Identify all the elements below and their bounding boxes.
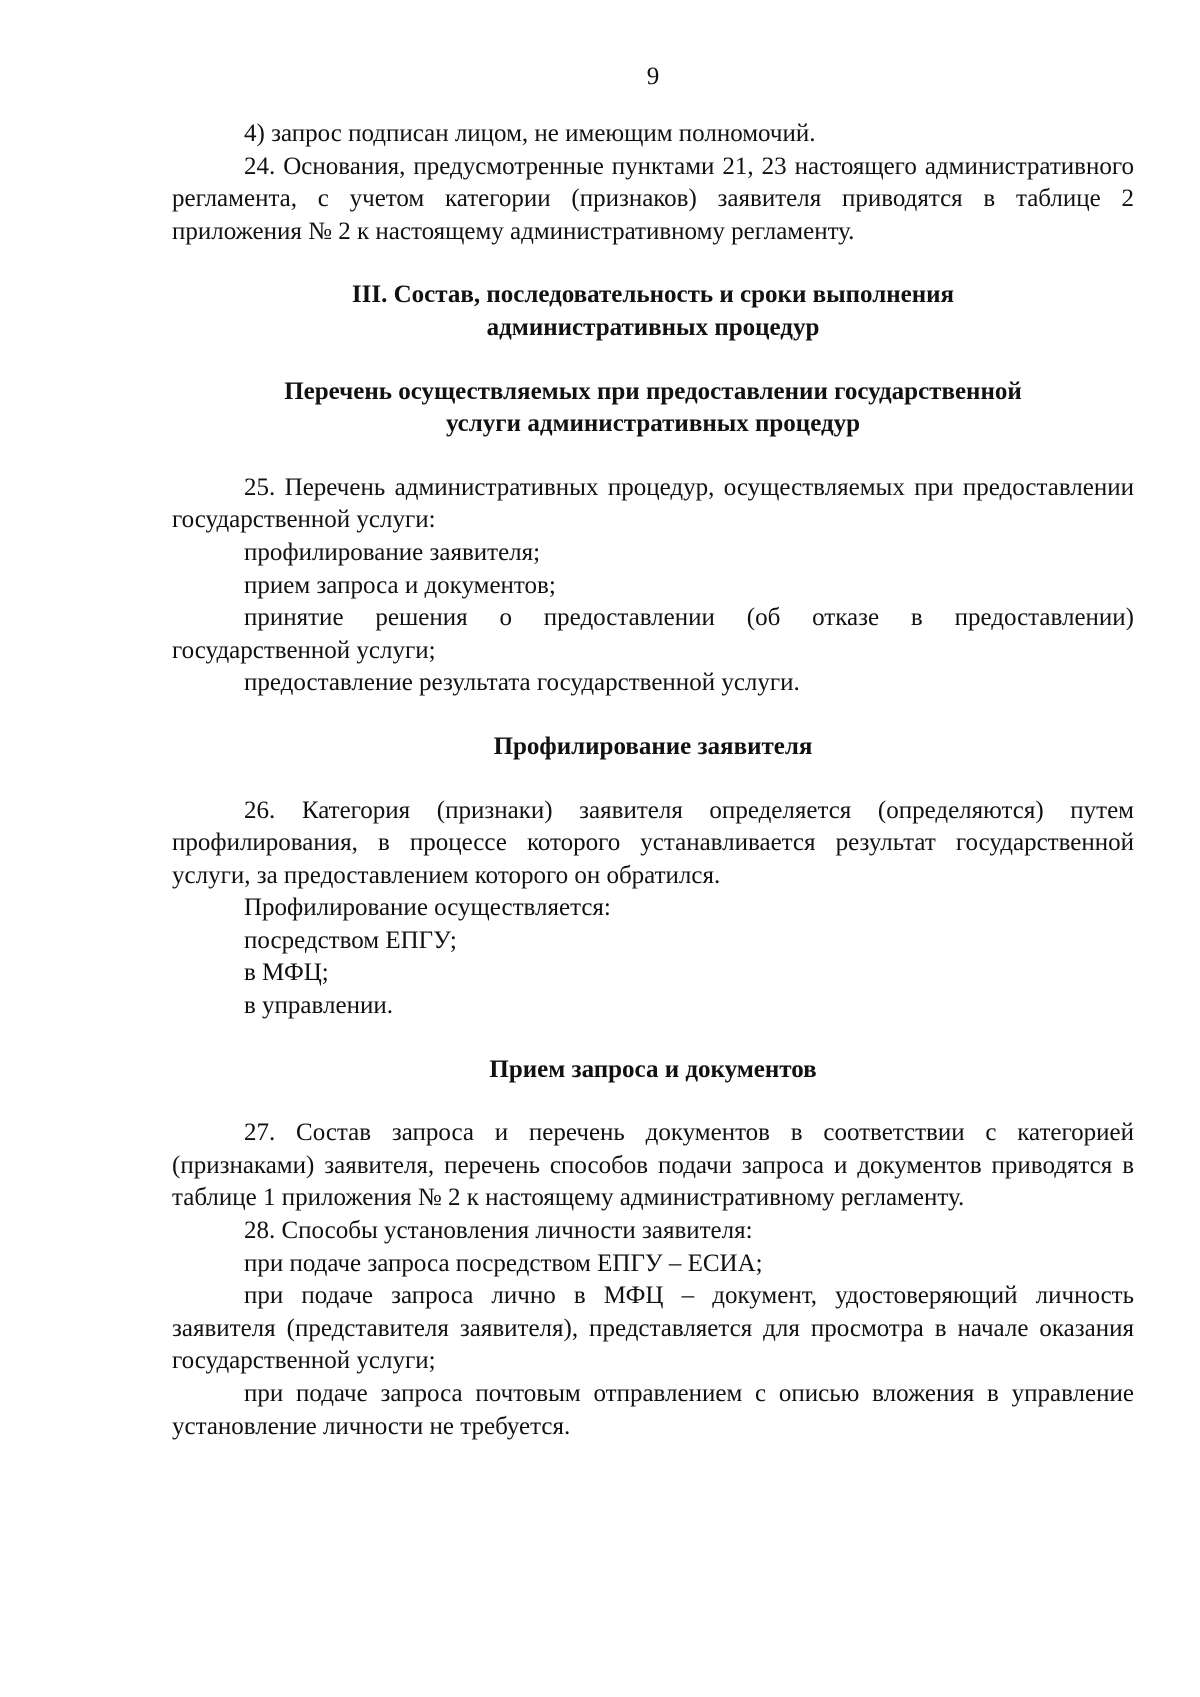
list-item: при подаче запроса лично в МФЦ – документ, удостоверяющий личность заявителя (представителя заявителя), представляется для просмотра в начале оказания государственной услуги;	[172, 1282, 1134, 1375]
heading-line: III. Состав, последовательность и сроки выполнения	[351, 281, 955, 309]
heading-line: услуги административных процедур	[445, 410, 861, 438]
subsection-heading-profiling	[172, 731, 1134, 764]
subsection-heading-procedures-list	[172, 376, 1134, 441]
subsection-heading-request-reception	[172, 1054, 1134, 1087]
list-item: предоставление результата государственной услуги.	[244, 669, 800, 697]
list-item: в управлении.	[244, 992, 393, 1020]
list-item: в МФЦ;	[244, 959, 329, 987]
list-item: при подаче запроса посредством ЕПГУ – ЕСИА;	[244, 1249, 763, 1277]
paragraph-item-4: 4) запрос подписан лицом, не имеющим полномочий.	[244, 120, 816, 147]
list-item: при подаче запроса почтовым отправлением с описью вложения в управление установление личности не требуется.	[172, 1380, 1134, 1440]
paragraph-26: 26. Категория (признаки) заявителя определяется (определяются) путем профилирования, в процессе которого устанавливается результат государственной услуги, за предоставлением которого он обратился.	[172, 796, 1134, 889]
page-number: 9	[646, 63, 660, 90]
heading-line: Перечень осуществляемых при предоставлении государственной	[284, 377, 1022, 405]
paragraph-profiling-intro: Профилирование осуществляется:	[244, 894, 611, 922]
list-item: прием запроса и документов;	[244, 571, 556, 599]
paragraph-24: 24. Основания, предусмотренные пунктами 21, 23 настоящего административного регламента, с учетом категории (признаков) заявителя приводятся в таблице 2 приложения № 2 к настоящему административному регламенту.	[172, 152, 1134, 245]
paragraph-28: 28. Способы установления личности заявителя:	[244, 1217, 753, 1245]
paragraph-25: 25. Перечень административных процедур, осуществляемых при предоставлении государственной услуги:	[172, 473, 1134, 534]
list-item: принятие решения о предоставлении (об отказе в предоставлении) государственной услуги;	[172, 604, 1134, 664]
heading-line: Профилирование заявителя	[493, 732, 813, 760]
list-item: посредством ЕПГУ;	[244, 926, 457, 954]
section-heading-iii	[172, 279, 1134, 344]
paragraph-27: 27. Состав запроса и перечень документов в соответствии с категорией (признаками) заявителя, перечень способов подачи запроса и документов приводятся в таблице 1 приложения № 2 к настоящему административному регламенту.	[172, 1119, 1134, 1212]
heading-line: административных процедур	[486, 313, 820, 341]
document-page	[172, 62, 1134, 1443]
list-item: профилирование заявителя;	[244, 538, 541, 566]
heading-line: Прием запроса и документов	[489, 1055, 817, 1083]
